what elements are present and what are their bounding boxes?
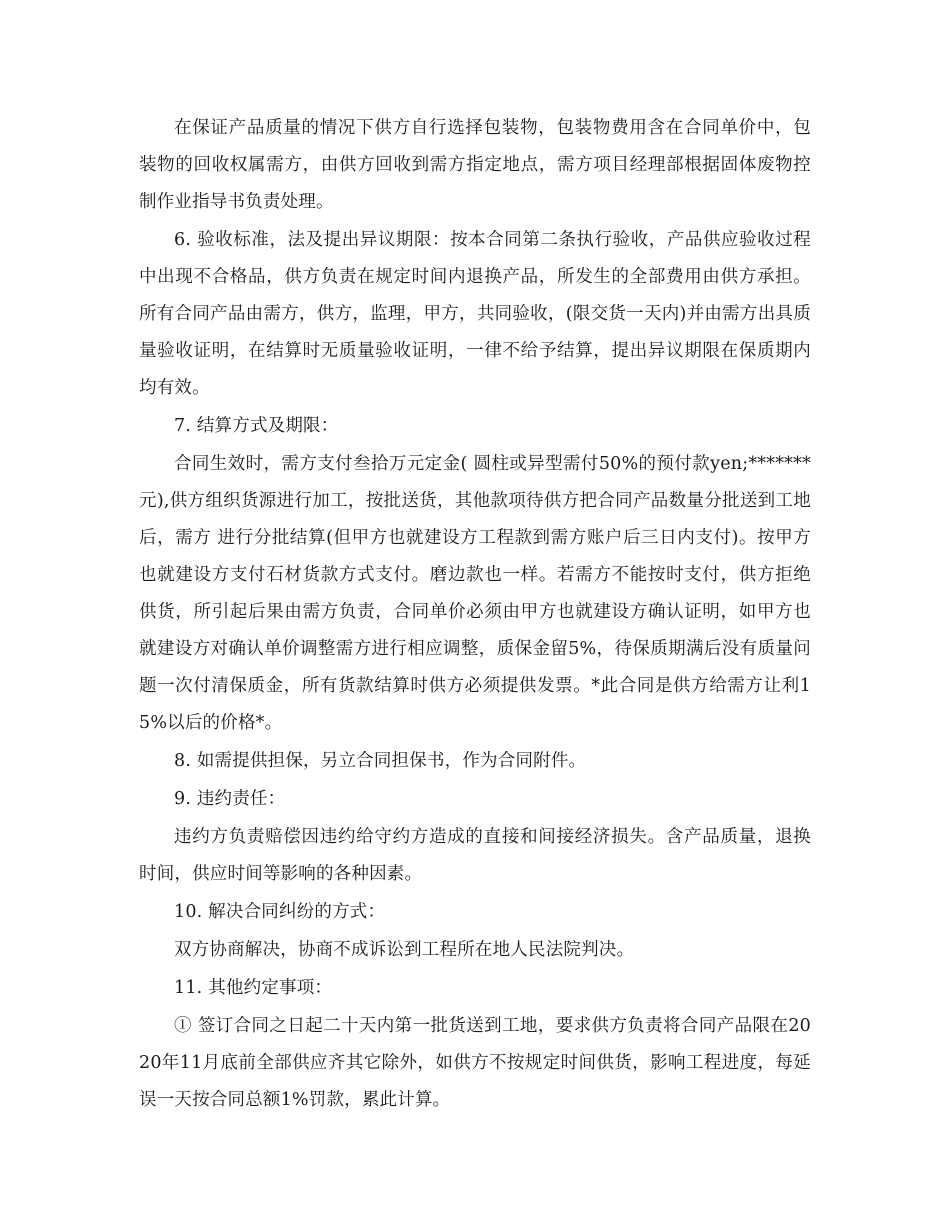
paragraph-packaging: 在保证产品质量的情况下供方自行选择包装物，包装物费用含在合同单价中，包装物的回收权属需方，由供方回收到需方指定地点，需方项目经理部根据固体废物控制作业指导书负责处理。 <box>139 118 811 212</box>
heading-other: 11. 其他约定事项： <box>174 978 333 998</box>
paragraph-dispute: 双方协商解决，协商不成诉讼到工程所在地人民法院判决。 <box>174 940 635 960</box>
heading-dispute: 10. 解决合同纠纷的方式： <box>174 902 386 922</box>
document-body <box>139 110 811 1120</box>
paragraph-other-item-1: ① 签订合同之日起二十天内第一批货送到工地，要求供方负责将合同产品限在2020年11月底前全部供应齐其它除外，如供方不按规定时间供货，影响工程进度，每延误一天按合同总额1%罚款，累此计算。 <box>139 1016 811 1110</box>
paragraph-acceptance: 6. 验收标准，法及提出异议期限：按本合同第二条执行验收，产品供应验收过程中出现不合格品，供方负责在规定时间内退换产品，所发生的全部费用由供方承担。所有合同产品由需方，供方，监理，甲方，共同验收，(限交货一天内)并由需方出具质量验收证明，在结算时无质量验收证明，一律不给予结算，提出异议期限在保质期内均有效。 <box>139 230 811 398</box>
heading-settlement: 7. 结算方式及期限： <box>174 416 339 436</box>
heading-liability: 9. 违约责任： <box>174 789 286 809</box>
paragraph-guarantee: 8. 如需提供担保，另立合同担保书，作为合同附件。 <box>174 751 587 771</box>
paragraph-liability: 违约方负责赔偿因违约给守约方造成的直接和间接经济损失。含产品质量，退换时间，供应时间等影响的各种因素。 <box>139 827 811 884</box>
paragraph-settlement: 合同生效时，需方支付叁拾万元定金( 圆柱或异型需付50%的预付款yen;*******元),供方组织货源进行加工，按批送货，其他款项待供方把合同产品数量分批送到工地后，需方 进行分批结算(但甲方也就建设方工程款到需方账户后三日内支付)。按甲方也就建设方支付石材货款方式支付。磨边款也一样。若需方不能按时支付，供方拒绝供货，所引起后果由需方负责，合同单价必须由甲方也就建设方确认证明，如甲方也就建设方对确认单价调整需方进行相应调整，质保金留5%，待保质期满后没有质量问题一次付清保质金，所有货款结算时供方必须提供发票。*此合同是供方给需方让利15%以后的价格*。 <box>139 454 811 733</box>
